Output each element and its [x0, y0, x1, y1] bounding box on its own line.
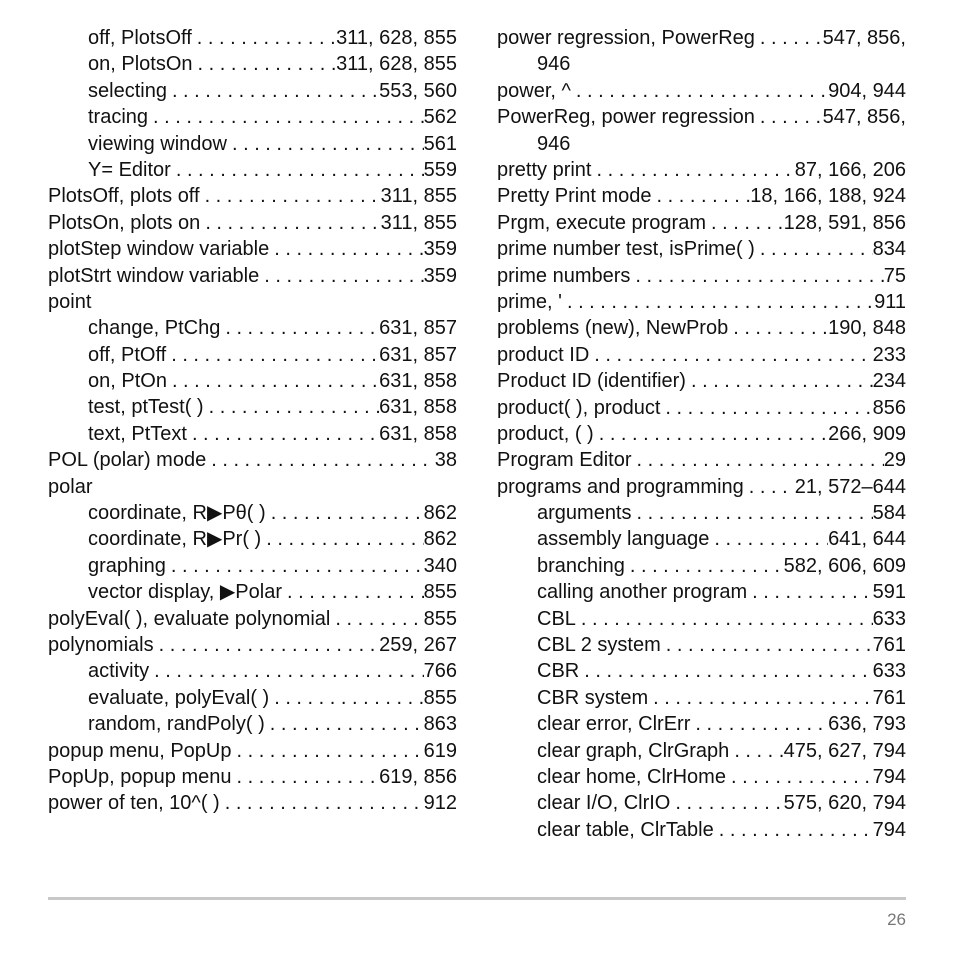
index-subentry: [48, 104, 457, 130]
index-entry: [48, 764, 457, 790]
index-page-numbers: 912: [423, 792, 457, 815]
index-term: product( ), product: [497, 396, 661, 419]
index-term: product, ( ): [497, 422, 594, 445]
index-entry: [497, 236, 906, 262]
index-term: PlotsOn, plots on: [48, 211, 201, 234]
index-subentry: [48, 579, 457, 605]
index-term: on, PtOn: [88, 370, 167, 393]
index-term: PopUp, popup menu: [48, 765, 232, 788]
dot-leader: [171, 157, 424, 183]
index-subentry: [497, 790, 906, 816]
index-entry: [48, 183, 457, 209]
index-term: point: [48, 290, 92, 313]
index-subentry: [48, 368, 457, 394]
index-entry: [48, 447, 457, 473]
index-term: viewing window: [88, 132, 227, 155]
dot-leader: [706, 210, 784, 236]
index-subentry: [48, 685, 457, 711]
index-entry: [48, 474, 457, 500]
index-entry: [497, 395, 906, 421]
dot-leader: [282, 579, 424, 605]
footer-rule: [48, 897, 906, 900]
index-page-numbers: 266, 909: [828, 422, 906, 445]
index-entry: [48, 738, 457, 764]
dot-leader: [265, 711, 424, 737]
dot-leader: [206, 447, 435, 473]
dot-leader: [261, 526, 423, 552]
index-entry: [497, 263, 906, 289]
dot-leader: [269, 685, 423, 711]
index-page-numbers: 855: [423, 607, 457, 630]
index-entry: [497, 447, 906, 473]
index-page-numbers: 862: [423, 528, 457, 551]
dot-leader: [747, 579, 873, 605]
dot-leader: [562, 289, 874, 315]
index-subentry: [497, 738, 906, 764]
index-subentry: [497, 579, 906, 605]
index-term: off, PtOff: [88, 343, 167, 366]
index-term: arguments: [537, 502, 632, 525]
index-page-numbers: 18, 166, 188, 924: [750, 185, 906, 208]
index-term: clear error, ClrErr: [537, 713, 691, 736]
index-subentry: [497, 685, 906, 711]
dot-leader: [200, 183, 381, 209]
index-term: programs and programming: [497, 475, 744, 498]
dot-leader: [148, 104, 424, 130]
index-subentry: [48, 526, 457, 552]
index-page-numbers: 311, 855: [380, 211, 457, 234]
index-page-numbers: 631, 857: [379, 317, 457, 340]
index-subentry: [48, 315, 457, 341]
dot-leader: [220, 790, 424, 816]
index-entry: [48, 289, 457, 315]
index-page-numbers: 636, 793: [828, 713, 906, 736]
dot-leader: [269, 236, 423, 262]
dot-leader: [167, 78, 379, 104]
index-term: CBL: [537, 607, 576, 630]
dot-leader: [726, 764, 873, 790]
index-page-numbers: 340: [423, 554, 457, 577]
index-page-numbers: 862: [423, 502, 457, 525]
dot-leader: [200, 210, 380, 236]
dot-leader: [154, 632, 380, 658]
dot-leader: [744, 474, 795, 500]
dot-leader: [231, 764, 379, 790]
index-entry: [48, 236, 457, 262]
index-term: power, ^: [497, 79, 571, 102]
index-page-numbers: 855: [423, 581, 457, 604]
index-page-numbers: 619: [423, 739, 457, 762]
index-page-numbers-continued: 946: [537, 132, 571, 155]
index-page-numbers: 234: [872, 370, 906, 393]
index-term: test, ptTest( ): [88, 396, 204, 419]
dot-leader: [571, 78, 828, 104]
index-term: problems (new), NewProb: [497, 317, 729, 340]
index-subentry: [497, 711, 906, 737]
index-term: graphing: [88, 554, 166, 577]
dot-leader: [187, 421, 379, 447]
dot-leader: [686, 368, 873, 394]
dot-leader: [714, 817, 873, 843]
index-term: power of ten, 10^( ): [48, 792, 220, 815]
index-page-numbers: 761: [872, 634, 906, 657]
index-page-numbers: 631, 857: [379, 343, 457, 366]
index-page-numbers: 766: [423, 660, 457, 683]
index-subentry: [48, 553, 457, 579]
index-term: polynomials: [48, 633, 154, 656]
index-term: popup menu, PopUp: [48, 739, 232, 762]
index-page-numbers: 904, 944: [828, 79, 906, 102]
index-page-numbers: 38: [434, 449, 457, 472]
index-term: Pretty Print mode: [497, 185, 652, 208]
index-subentry: [48, 421, 457, 447]
index-subentry: [48, 342, 457, 368]
dot-leader: [660, 395, 872, 421]
index-page-numbers: 575, 620, 794: [783, 792, 906, 815]
index-page-numbers: 311, 628, 855: [336, 27, 457, 49]
index-page-numbers: 633: [872, 607, 906, 630]
dot-leader: [630, 263, 883, 289]
dot-leader: [167, 368, 379, 394]
index-page-numbers: 591: [872, 581, 906, 604]
index-subentry: [497, 632, 906, 658]
index-entry: [497, 289, 906, 315]
index-subentry: [497, 526, 906, 552]
dot-leader: [625, 553, 784, 579]
index-page-numbers: 553, 560: [379, 79, 457, 102]
index-page-numbers: 233: [872, 343, 906, 366]
index-term: Program Editor: [497, 449, 632, 472]
index-entry: [497, 368, 906, 394]
index-page-numbers: 475, 627, 794: [783, 739, 906, 762]
dot-leader: [755, 25, 823, 51]
index-term: PowerReg, power regression: [497, 106, 755, 129]
index-entry: [48, 632, 457, 658]
index-entry: [497, 421, 906, 447]
index-page-numbers: 547, 856,: [822, 106, 906, 129]
index-page-numbers: 311, 855: [380, 185, 457, 208]
index-term: activity: [88, 660, 150, 683]
index-subentry: [48, 157, 457, 183]
index-subentry: [497, 764, 906, 790]
index-subentry: [497, 553, 906, 579]
index-subentry: [48, 658, 457, 684]
index-page-numbers: 582, 606, 609: [783, 554, 906, 577]
index-term: vector display, ▶Polar: [88, 581, 282, 604]
index-subentry: [497, 658, 906, 684]
index-page-numbers: 641, 644: [828, 528, 906, 551]
dot-leader: [755, 104, 823, 130]
dot-leader: [166, 553, 424, 579]
index-entry: [48, 263, 457, 289]
index-page-numbers: 559: [423, 158, 457, 181]
index-page-numbers: 259, 267: [379, 633, 457, 656]
index-page-numbers: 190, 848: [828, 317, 906, 340]
index-page-numbers: 631, 858: [379, 370, 457, 393]
index-column-right: [497, 25, 906, 843]
dot-leader: [192, 25, 336, 51]
index-page-numbers: 311, 628, 855: [336, 53, 457, 76]
dot-leader: [594, 421, 828, 447]
index-term: power regression, PowerReg: [497, 27, 755, 49]
index-subentry: [48, 131, 457, 157]
index-page-numbers: 761: [872, 686, 906, 709]
index-term: selecting: [88, 79, 167, 102]
index-page-numbers: 87, 166, 206: [794, 158, 906, 181]
dot-leader: [579, 658, 872, 684]
index-term: assembly language: [537, 528, 710, 551]
index-term: prime number test, isPrime( ): [497, 238, 755, 261]
dot-leader: [589, 342, 872, 368]
index-page-numbers: 21, 572–644: [794, 475, 906, 498]
dot-leader: [259, 263, 423, 289]
index-page-numbers: 619, 856: [379, 765, 457, 788]
index-term: Y= Editor: [88, 158, 171, 181]
index-term: random, randPoly( ): [88, 713, 265, 736]
index-page-numbers: 855: [423, 686, 457, 709]
index-term: coordinate, R▶Pθ( ): [88, 502, 266, 525]
dot-leader: [648, 685, 873, 711]
index-column-left: [48, 25, 457, 817]
dot-leader: [729, 738, 783, 764]
index-page-numbers: 794: [872, 818, 906, 841]
index-page-numbers: 562: [423, 106, 457, 129]
index-term: Product ID (identifier): [497, 370, 686, 393]
dot-leader: [652, 183, 751, 209]
index-term: prime, ': [497, 290, 562, 313]
dot-leader: [193, 51, 337, 77]
dot-leader: [709, 526, 828, 552]
index-term: change, PtChg: [88, 317, 221, 340]
index-term: CBL 2 system: [537, 634, 661, 657]
index-subentry: [497, 817, 906, 843]
index-term: clear graph, ClrGraph: [537, 739, 730, 762]
index-term: clear home, ClrHome: [537, 765, 726, 788]
index-page-numbers: 794: [872, 765, 906, 788]
index-page-numbers: 863: [423, 713, 457, 736]
index-page-numbers: 911: [874, 290, 906, 313]
index-entry: [48, 606, 457, 632]
index-subentry: [497, 606, 906, 632]
index-entry: [497, 474, 906, 500]
index-term: calling another program: [537, 581, 748, 604]
dot-leader: [220, 315, 379, 341]
index-entry: [497, 157, 906, 183]
index-subentry: [48, 711, 457, 737]
index-entry: [497, 315, 906, 341]
index-page-numbers: 834: [872, 238, 906, 261]
index-entry: [48, 210, 457, 236]
index-page-numbers: 29: [883, 449, 906, 472]
index-subentry: [48, 51, 457, 77]
index-term: plotStep window variable: [48, 238, 270, 261]
index-term: tracing: [88, 106, 149, 129]
page-number: 26: [887, 910, 906, 929]
index-page-numbers: 633: [872, 660, 906, 683]
index-page-numbers: 359: [423, 238, 457, 261]
index-page-numbers: 584: [872, 502, 906, 525]
index-entry: [48, 790, 457, 816]
index-subentry: [497, 500, 906, 526]
index-term: PlotsOff, plots off: [48, 185, 200, 208]
dot-leader: [661, 632, 873, 658]
index-term: branching: [537, 554, 625, 577]
dot-leader: [266, 500, 424, 526]
dot-leader: [149, 658, 424, 684]
index-term: on, PlotsOn: [88, 53, 193, 76]
index-term: plotStrt window variable: [48, 264, 260, 287]
index-page-numbers: 631, 858: [379, 422, 457, 445]
index-entry: [497, 342, 906, 368]
index-entry: [497, 183, 906, 209]
dot-leader: [227, 131, 424, 157]
dot-leader: [591, 157, 794, 183]
dot-leader: [576, 606, 873, 632]
index-term: CBR system: [537, 686, 649, 709]
dot-leader: [690, 711, 828, 737]
index-term: text, PtText: [88, 422, 187, 445]
dot-leader: [204, 394, 380, 420]
index-term: pretty print: [497, 158, 592, 181]
index-subentry: [48, 394, 457, 420]
dot-leader: [632, 500, 873, 526]
index-term: evaluate, polyEval( ): [88, 686, 270, 709]
dot-leader: [670, 790, 783, 816]
index-entry: [497, 78, 906, 104]
index-term: polar: [48, 475, 93, 498]
index-term: prime numbers: [497, 264, 631, 287]
index-entry: [497, 104, 906, 157]
index-term: coordinate, R▶Pr( ): [88, 528, 262, 551]
dot-leader: [231, 738, 423, 764]
index-page-numbers: 856: [872, 396, 906, 419]
index-entry: [497, 25, 906, 78]
index-term: Prgm, execute program: [497, 211, 706, 234]
dot-leader: [166, 342, 379, 368]
index-page-numbers: 561: [423, 132, 457, 155]
index-entry: [497, 210, 906, 236]
index-term: product ID: [497, 343, 590, 366]
index-page-numbers: 359: [423, 264, 457, 287]
index-term: clear table, ClrTable: [537, 818, 714, 841]
index-page-numbers: 547, 856,: [822, 27, 906, 49]
index-term: clear I/O, ClrIO: [537, 792, 671, 815]
dot-leader: [632, 447, 884, 473]
dot-leader: [330, 606, 423, 632]
index-subentry: [48, 78, 457, 104]
index-page-numbers: 631, 858: [379, 396, 457, 419]
index-subentry: [48, 25, 457, 51]
index-term: polyEval( ), evaluate polynomial: [48, 607, 331, 630]
dot-leader: [755, 236, 873, 262]
index-page-numbers-continued: 946: [537, 53, 571, 76]
index-page-numbers: 128, 591, 856: [783, 211, 906, 234]
index-term: POL (polar) mode: [48, 449, 207, 472]
index-subentry: [48, 500, 457, 526]
dot-leader: [728, 315, 828, 341]
index-page-numbers: 75: [883, 264, 906, 287]
index-term: off, PlotsOff: [88, 27, 192, 49]
index-term: CBR: [537, 660, 580, 683]
